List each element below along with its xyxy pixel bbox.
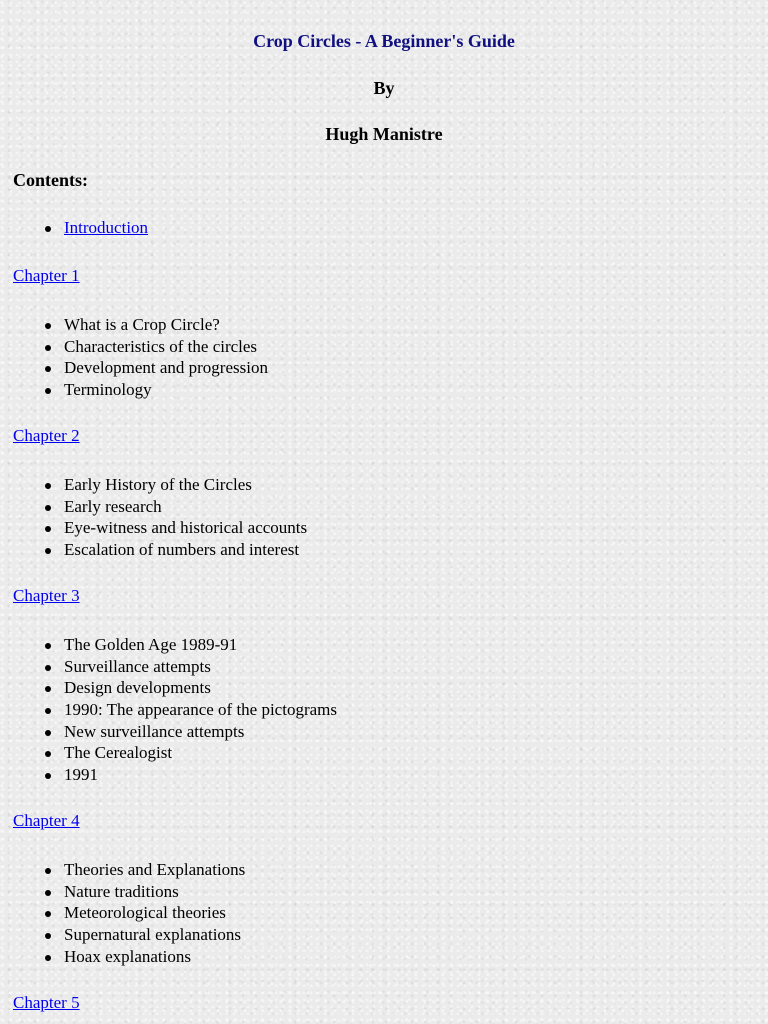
chapter-4-list — [0, 859, 245, 967]
bullet-icon — [45, 933, 51, 939]
list-item-text: Supernatural explanations — [64, 925, 242, 945]
list-item-text: The Golden Age 1989-91 — [64, 635, 238, 654]
bullet-icon — [45, 686, 51, 692]
list-item-text: Nature traditions — [64, 881, 179, 901]
list-item-text: 1990: The appearance of the pictograms — [64, 700, 337, 720]
bullet-icon — [45, 388, 51, 394]
list-item-text: Early History of the Circles — [64, 475, 252, 494]
bullet-icon — [45, 868, 51, 874]
contents-heading: Contents: — [13, 170, 88, 190]
byline-by: By — [373, 78, 395, 98]
list-item-text: 1991 — [64, 765, 98, 785]
author-name: Hugh Manistre — [325, 124, 443, 144]
chapter-4-link[interactable]: Chapter 4 — [13, 811, 80, 830]
list-item — [0, 656, 337, 678]
list-item — [0, 699, 337, 721]
bullet-icon — [45, 643, 51, 649]
list-item-text: What is a Crop Circle? — [64, 315, 220, 334]
list-item-text: Surveillance attempts — [64, 656, 211, 676]
list-item — [0, 677, 337, 699]
intro-list — [0, 217, 148, 239]
bullet-icon — [45, 890, 51, 896]
list-item — [0, 496, 307, 518]
list-item — [0, 357, 268, 379]
list-item — [0, 881, 245, 903]
list-item-text: Terminology — [64, 380, 152, 400]
chapter-2-list — [0, 474, 307, 561]
chapter-2-link[interactable]: Chapter 2 — [13, 426, 80, 445]
chapter-3-link[interactable]: Chapter 3 — [13, 586, 80, 605]
list-item — [0, 314, 268, 336]
list-item — [0, 902, 245, 924]
bullet-icon — [45, 323, 51, 329]
bullet-icon — [45, 955, 51, 961]
list-item — [0, 517, 307, 539]
bullet-icon — [45, 911, 51, 917]
list-item-text: Hoax explanations — [64, 946, 191, 966]
list-item — [0, 474, 307, 496]
list-item — [0, 336, 268, 358]
list-item-text: Development and progression — [64, 358, 268, 378]
chapter-5-link[interactable]: Chapter 5 — [13, 993, 80, 1012]
bullet-icon — [45, 345, 51, 351]
list-item-text: Design developments — [64, 678, 211, 698]
bullet-icon — [45, 730, 51, 736]
list-item-text: Meteorological theories — [64, 903, 226, 923]
introduction-link[interactable]: Introduction — [64, 218, 149, 237]
list-item — [0, 946, 245, 968]
list-item-text: Theories and Explanations — [64, 860, 246, 879]
bullet-icon — [45, 505, 51, 511]
list-item — [0, 539, 307, 561]
page-title: Crop Circles - A Beginner's Guide — [253, 31, 515, 51]
bullet-icon — [45, 226, 51, 232]
list-item — [0, 379, 268, 401]
list-item-text: Characteristics of the circles — [64, 336, 258, 356]
bullet-icon — [45, 773, 51, 779]
bullet-icon — [45, 526, 51, 532]
list-item-text: New surveillance attempts — [64, 721, 245, 741]
list-item — [0, 859, 245, 881]
list-item — [0, 634, 337, 656]
bullet-icon — [45, 708, 51, 714]
bullet-icon — [45, 751, 51, 757]
list-item — [0, 764, 337, 786]
list-item — [0, 742, 337, 764]
list-item — [0, 721, 337, 743]
bullet-icon — [45, 366, 51, 372]
bullet-icon — [45, 548, 51, 554]
bullet-icon — [45, 665, 51, 671]
list-item — [0, 924, 245, 946]
chapter-1-link[interactable]: Chapter 1 — [13, 266, 80, 285]
list-item-text: Early research — [64, 496, 162, 516]
list-item — [0, 217, 148, 239]
chapter-3-list — [0, 634, 337, 786]
list-item-text: Escalation of numbers and interest — [64, 540, 300, 560]
list-item-text: The Cerealogist — [64, 743, 173, 763]
chapter-1-list — [0, 314, 268, 401]
list-item-text: Eye-witness and historical accounts — [64, 518, 308, 538]
bullet-icon — [45, 483, 51, 489]
